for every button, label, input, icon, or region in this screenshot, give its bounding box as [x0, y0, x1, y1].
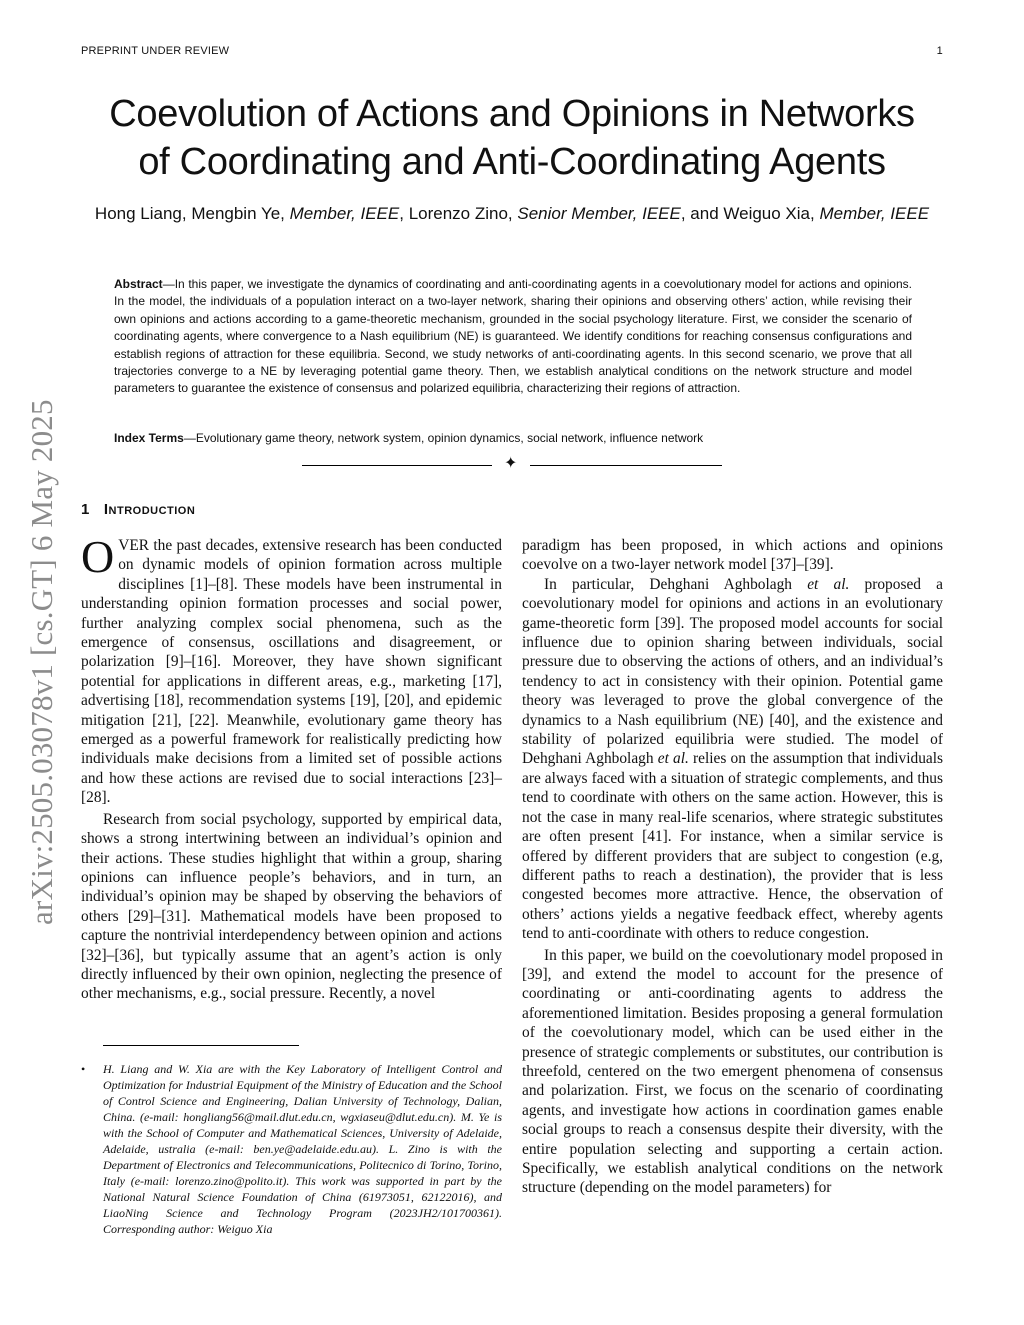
index-terms	[114, 431, 912, 445]
author-weiguo-xia: , and Weiguo Xia,	[680, 204, 820, 223]
section-heading	[81, 501, 195, 518]
paper-title	[60, 90, 964, 186]
abstract-label: Abstract	[114, 277, 163, 291]
author-role-1: Member, IEEE	[289, 204, 400, 223]
divider-right	[530, 465, 722, 466]
paragraph	[522, 575, 943, 944]
section-number: 1	[81, 501, 90, 518]
drop-cap: O	[81, 531, 115, 582]
running-header	[81, 45, 943, 57]
page-number: 1	[936, 45, 943, 57]
author-list	[80, 202, 944, 226]
lead-in: VER	[118, 537, 150, 554]
paragraph: In this paper, we build on the coevolutionary model proposed in [39], and extend the model to account for the presence of coordinating or anti-coordinating agents to address the aforementioned limitation. Besides proposing a general formulation of the coevolutionary model, which can be used either in the presence of strategic complements or substitutes, our contribution is threefold, centered on the two emergent phenomena of consensus and polarization. First, we focus on the scenario of coordinating agents, and investigate how actions in coordination games enable social groups to reach a consensus despite their diversity, with the entire population selecting and supporting a certain action. Specifically, we establish analytical conditions on the network structure (depending on the model parameters) for	[522, 946, 943, 1197]
paragraph-text: In particular, Dehghani Aghbolagh	[544, 575, 808, 593]
author-lorenzo-zino: , Lorenzo Zino,	[399, 204, 518, 223]
index-terms-text: —Evolutionary game theory, network system, opinion dynamics, social network, influence network	[183, 431, 704, 445]
footnote-rule	[103, 1045, 299, 1046]
section-title: Introduction	[103, 501, 196, 518]
left-column	[81, 531, 502, 1004]
author-role-2: Senior Member, IEEE	[517, 204, 681, 223]
footnote-bullet: •	[81, 1062, 86, 1076]
paragraph	[81, 531, 502, 808]
title-line-1: Coevolution of Actions and Opinions in Networks	[109, 93, 915, 135]
et-al: et al.	[657, 750, 689, 768]
abstract	[114, 276, 912, 398]
divider-left	[302, 465, 492, 466]
paragraph: Research from social psychology, supported by empirical data, shows a strong intertwining between an individual’s opinion and their actions. These studies highlight that within a group, sharing opinions can influence people’s behaviors, and in turn, an individual’s opinion may be shaped by observing the behaviors of others [29]–[31]. Mathematical models have been proposed to capture the nontrivial interdependency between opinion and actions [32]–[36], but typically assume that an agent’s action is only directly influenced by their own opinion, neglecting the presence of other mechanisms, e.g., social pressure. Recently, a novel	[81, 810, 502, 1003]
arxiv-stamp[interactable]: arXiv:2505.03078v1 [cs.GT] 6 May 2025	[24, 399, 59, 925]
index-terms-label: Index Terms	[114, 431, 184, 445]
title-line-2: of Coordinating and Anti-Coordinating Agents	[138, 141, 886, 183]
paragraph-text: relies on the assumption that individuals are always faced with a situation of strategic complements, and thus tend to coordinate with others on the same action. However, this is not the case in many real-life scenarios, where strategic substitutes are often present [41]. For instance, when a similar service is offered by different providers that are subject to congestion (e.g, different paths to reach a destination), the provider that is less congested becomes more attractive. Hence, the observation of others’ actions yields a negative feedback effect, whereby agents tend to anti-coordinate with others to reduce congestion.	[522, 750, 944, 943]
divider-glyph: ✦	[504, 455, 518, 472]
paragraph: paradigm has been proposed, in which actions and opinions coevolve on a two-layer network model [37]–[39].	[522, 537, 943, 574]
running-head-text: PREPRINT UNDER REVIEW	[81, 45, 230, 57]
paragraph-text: the past decades, extensive research has been conducted on dynamic models of opinion formation across multiple disciplines [1]–[8]. These models have been instrumental in understanding opinion formation processes and social power, further analyzing complex social phenomena, such as the emergence of consensus, oscillations and disagreement, or polarization [9]–[16]. Moreover, they have shown significant potential for applications in different areas, e.g., marketing [17], advertising [18], recommendation systems [19], [20], and epidemic mitigation [21], [22]. Meanwhile, evolutionary game theory has emerged as a powerful framework for realistically predicting how individuals make decisions from a limited set of possible actions and how these actions are revised due to social interactions [23]–[28].	[81, 537, 502, 807]
author-hong-liang-mengbin-ye: Hong Liang, Mengbin Ye,	[94, 204, 290, 223]
paragraph-text: proposed a coevolutionary model for opinions and actions in an evolutionary game-theoretic form [39]. The proposed model accounts for social influence due to opinion sharing between individuals, social pressure due to observing the actions of others, and an individual’s tendency to act in consistency with their opinion. Potential game theory was leveraged to prove the global convergence of the dynamics to a Nash equilibrium (NE) [40], and the existence and stability of polarized equilibria were studied. The model of Dehghani Aghbolagh	[522, 575, 943, 768]
abstract-text: —In this paper, we investigate the dynamics of coordinating and anti-coordinating agents in a coevolutionary model for actions and opinions. In the model, the individuals of a population interact on a two-layer network, sharing their opinions and observing others’ action, while revising their own opinions and actions according to a game-theoretic mechanism, grounded in the social psychology literature. First, we consider the scenario of coordinating agents, where convergence to a Nash equilibrium (NE) is guaranteed. We identify conditions for reaching consensus configurations and establish regions of attraction for these equilibria. Second, we study networks of anti-coordinating agents. In this second scenario, we prove that all trajectories converge to a NE by leveraging potential game theory. Then, we establish analytical conditions on the network structure and model parameters to guarantee the existence of consensus and polarized equilibria, characterizing their regions of attraction.	[114, 277, 912, 396]
affiliation-footnote: H. Liang and W. Xia are with the Key Laboratory of Intelligent Control and Optimization for Industrial Equipment of the Ministry of Education and the School of Control Science and Engineering, Dalian University of Technology, Dalian, China. (e-mail: hongliang56@mail.dlut.edu.cn, wgxiaseu@dlut.edu.cn). M. Ye is with the School of Computer and Mathematical Sciences, University of Adelaide, Adelaide, ustralia (e-mail: ben.ye@adelaide.edu.au). L. Zino is with the Department of Electronics and Telecommunications, Politecnico di Torino, Torino, Italy (e-mail: lorenzo.zino@polito.it). This work was supported in part by the National Natural Science Foundation of China (61973051, 62122016), and LiaoNing Science and Technology Program (2023JH2/101700361). Corresponding author: Weiguo Xia	[103, 1062, 502, 1236]
right-column	[522, 536, 943, 1198]
et-al: et al.	[807, 575, 850, 593]
author-role-3: Member, IEEE	[819, 204, 930, 223]
